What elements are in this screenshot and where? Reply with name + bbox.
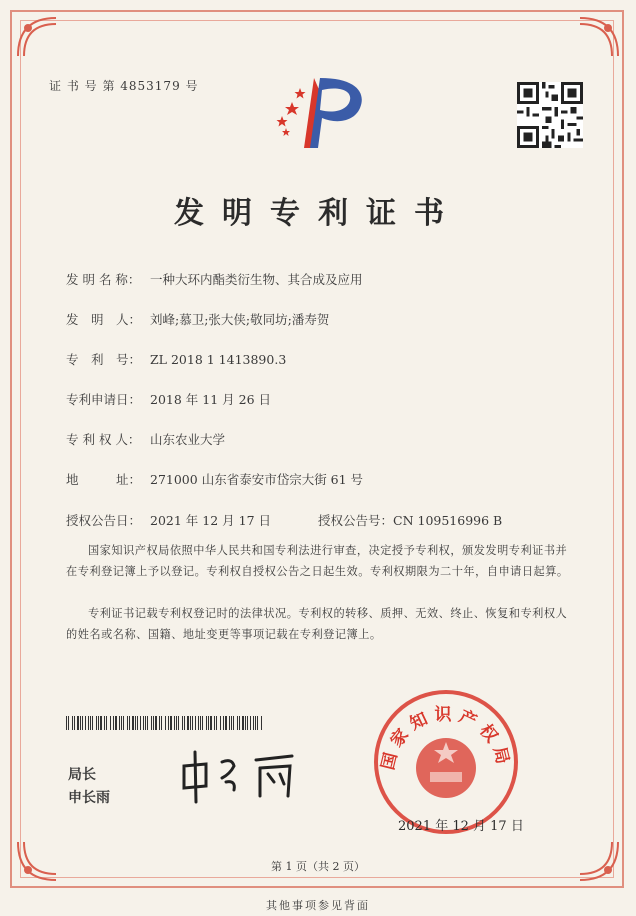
field-value: ZL 2018 1 1413890.3 — [150, 352, 287, 367]
certificate-number: 证 书 号 第 4853179 号 — [49, 79, 199, 93]
cnipa-logo-icon — [262, 72, 372, 154]
field-label: 发 明 人： — [66, 312, 142, 327]
field-value: 一种大环内酯类衍生物、其合成及应用 — [150, 272, 363, 287]
field-value: 2021 年 12 月 17 日 — [150, 513, 271, 528]
field-label: 授权公告日： — [66, 513, 142, 528]
field-address — [66, 470, 363, 488]
field-label: 专利申请日： — [66, 392, 142, 407]
signature-name: 申长雨 — [68, 790, 110, 806]
page-indicator: 第 1 页（共 2 页） — [271, 860, 365, 873]
field-value: 山东农业大学 — [150, 432, 226, 447]
field-value: 2018 年 11 月 26 日 — [150, 392, 271, 407]
footer-note: 其他事项参见背面 — [266, 899, 370, 912]
field-label: 授权公告号： — [318, 513, 394, 528]
barcode-icon — [66, 715, 262, 729]
field-value: CN 109516996 B — [393, 513, 503, 528]
signature-title: 局长 — [68, 767, 96, 783]
field-patentee — [66, 430, 225, 448]
seal-text: 国家知识产权局 — [378, 705, 514, 772]
corner-ornament-top-right — [576, 14, 622, 60]
field-grant-date — [66, 511, 271, 529]
qr-code-icon — [517, 82, 583, 148]
field-label: 发 明 名 称： — [66, 272, 141, 287]
issue-date: 2021 年 12 月 17 日 — [398, 819, 524, 834]
field-patent-number — [66, 350, 286, 368]
field-label: 地 址： — [66, 472, 142, 487]
field-value: 271000 山东省泰安市岱宗大街 61 号 — [150, 472, 364, 487]
corner-ornament-top-left — [14, 14, 60, 60]
field-value: 刘峰;慕卫;张大侠;敬同坊;潘寿贺 — [150, 312, 330, 327]
paragraph-grant-statement: 国家知识产权局依照中华人民共和国专利法进行审查，决定授予专利权，颁发发明专利证书并在专利登记簿上予以登记。专利权自授权公告之日起生效。专利权期限为二十年，自申请日起算。 — [66, 544, 569, 578]
field-invention-name — [66, 270, 363, 288]
certificate-title: 发明专利证书 — [174, 196, 462, 231]
field-filing-date — [66, 390, 271, 408]
field-grant-publication-number — [318, 511, 502, 529]
paragraph-legal-status: 专利证书记载专利权登记时的法律状况。专利权的转移、质押、无效、终止、恢复和专利权人的姓名或名称、国籍、地址变更等事项记载在专利登记簿上。 — [66, 607, 568, 641]
field-label: 专 利 号： — [66, 352, 142, 367]
field-inventors — [66, 310, 329, 328]
handwritten-signature-icon — [176, 744, 326, 804]
field-label: 专 利 权 人： — [66, 432, 141, 447]
